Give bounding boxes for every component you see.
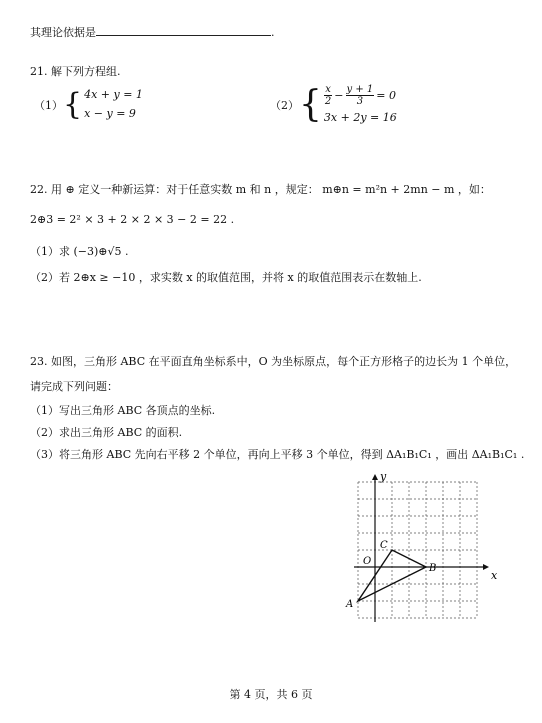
q23-part1: （1）写出三角形 ABC 各顶点的坐标. [30, 404, 216, 417]
page-footer: 第 4 页，共 6 页 [229, 688, 313, 701]
q21-part1-label: （1） [34, 98, 63, 112]
left-brace-icon: { [63, 86, 83, 122]
answer-line-label: 其理论依据是 [30, 26, 96, 39]
q23-title-cont: 请完成下列问题： [30, 380, 118, 393]
q22-title: 22. 用 ⊕ 定义一种新运算：对于任意实数 m 和 n ，规定： m⊕n = m²n + 2mn − m ，如： [30, 183, 491, 196]
origin-label: O [363, 556, 372, 567]
q21-part2-eq1: $\frac{x}{2}$ − $\frac{y + 1}{3}$ = 0 [324, 84, 396, 107]
q21-part2-label: （2） [270, 98, 299, 112]
x-axis-arrow-icon [483, 564, 489, 570]
left-brace-icon: { [299, 83, 322, 125]
q22-part2: （2）若 2⊕x ≥ −10 ，求实数 x 的取值范围，并将 x 的取值范围表示在数轴上. [30, 271, 422, 284]
coordinate-graph [340, 470, 500, 630]
y-axis-arrow-icon [372, 474, 378, 480]
answer-line-end: . [271, 26, 275, 39]
q21-part2-eq2: 3x + 2y = 16 [323, 111, 397, 124]
x-axis-label: x [491, 569, 498, 582]
q21-part1 [34, 88, 143, 121]
q22-example: 2⊕3 = 2² × 3 + 2 × 2 × 3 − 2 = 22 . [30, 213, 235, 226]
fraction-y1-over-3: $\frac{y + 1}{3}$ [346, 84, 374, 107]
q23-part2: （2）求出三角形 ABC 的面积. [30, 426, 183, 439]
vertex-c-label: C [380, 540, 388, 551]
q21-title: 21. 解下列方程组. [30, 65, 121, 78]
axes [354, 474, 489, 622]
q23-title: 23. 如图，三角形 ABC 在平面直角坐标系中，O 为坐标原点，每个正方形格子的边长为 1 个单位， [30, 355, 517, 368]
q21-part2 [270, 84, 397, 125]
answer-blank[interactable] [96, 25, 271, 36]
fraction-x-over-2: $\frac{x}{2}$ [324, 84, 332, 107]
vertex-b-label: B [429, 563, 437, 574]
grid-lines [358, 482, 477, 618]
q23-part3: （3）将三角形 ABC 先向右平移 2 个单位，再向上平移 3 个单位，得到 ΔA₁B₁C₁ ，画出 ΔA₁B₁C₁ . [30, 448, 525, 461]
q22-part1: （1）求 (−3)⊕√5 . [30, 245, 129, 258]
q21-part1-eq1: 4x + y = 1 [84, 88, 143, 101]
vertex-a-label: A [346, 599, 354, 610]
q21-part1-eq2: x − y = 9 [84, 107, 136, 120]
answer-line [30, 24, 275, 40]
y-axis-label: y [380, 470, 387, 483]
